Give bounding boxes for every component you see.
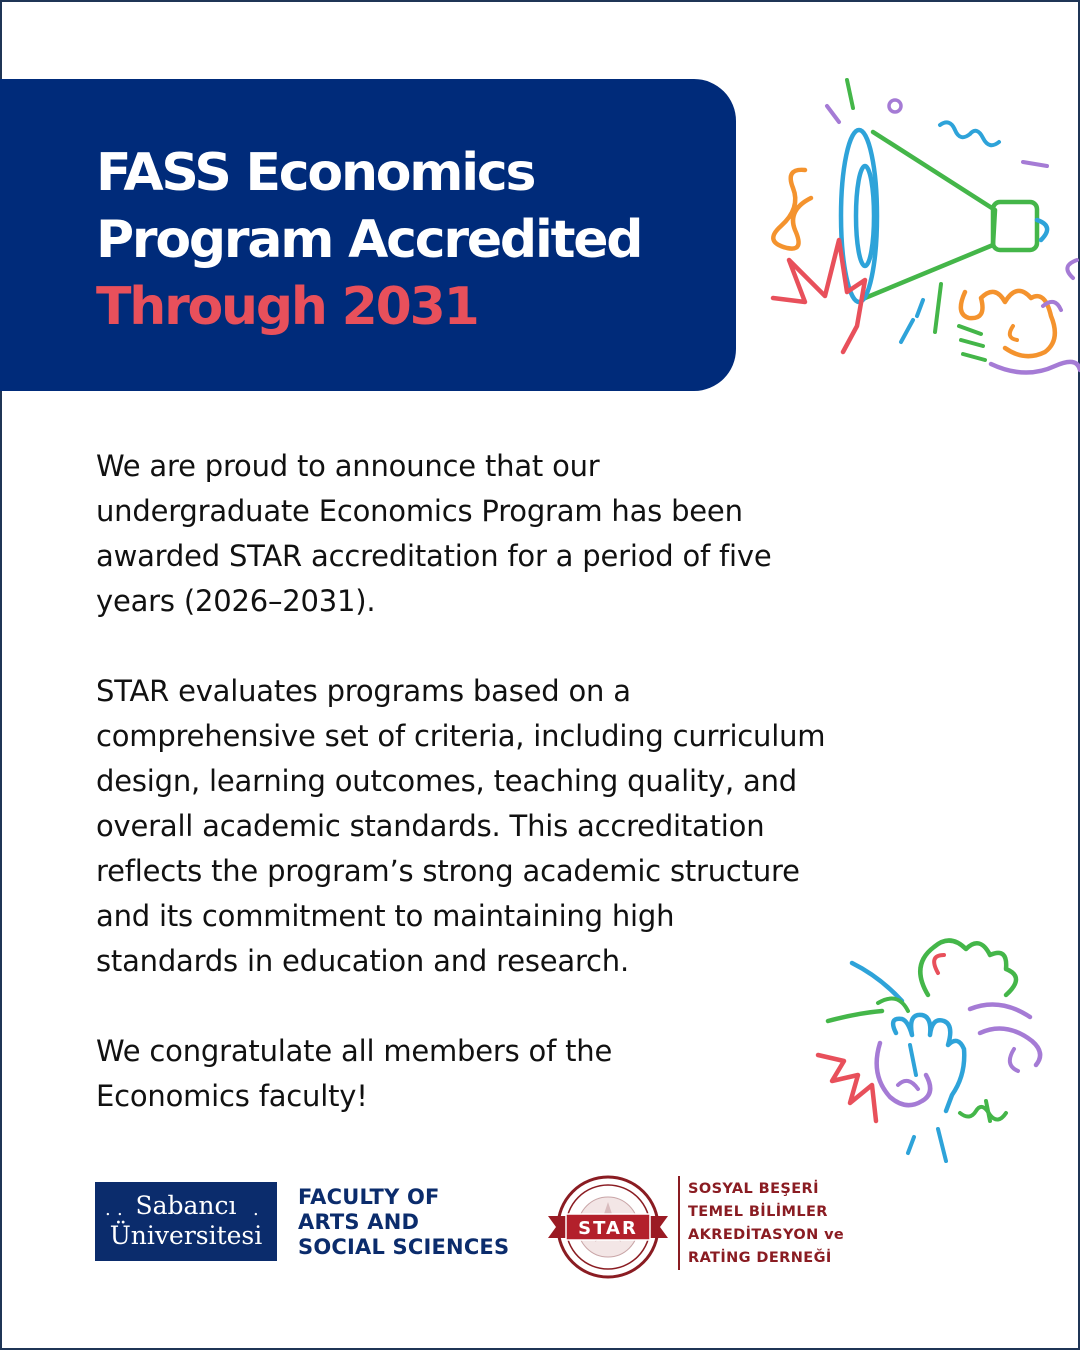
sabanci-logo-line-2: Üniversitesi [109, 1221, 263, 1250]
text-line: Economics faculty! [96, 1079, 368, 1113]
faculty-name-line: SOCIAL SCIENCES [298, 1235, 510, 1259]
star-name-line: RATİNG DERNEĞİ [688, 1250, 832, 1266]
text-line: awarded STAR accreditation for a period of five [96, 539, 772, 573]
faculty-name-line: ARTS AND [298, 1210, 420, 1234]
text-line: We congratulate all members of the [96, 1034, 613, 1068]
text-line: undergraduate Economics Program has been [96, 494, 743, 528]
star-name-line: TEMEL BİLİMLER [688, 1204, 828, 1220]
sabanci-university-logo [95, 1182, 277, 1261]
high-five-hands-doodle-icon [810, 925, 1060, 1165]
text-line: STAR evaluates programs based on a [96, 674, 631, 708]
text-line: and its commitment to maintaining high [96, 899, 675, 933]
headline-line-1: FASS Economics [96, 143, 535, 203]
headline [96, 140, 716, 341]
star-seal-text: STAR [578, 1218, 638, 1239]
star-organization-name [688, 1178, 888, 1270]
megaphone-doodle-icon [755, 70, 1080, 390]
star-name-line: AKREDİTASYON ve [688, 1227, 845, 1243]
headline-line-3-accent: Through 2031 [96, 277, 478, 337]
faculty-name [298, 1185, 538, 1260]
footer-logos [0, 1168, 1080, 1278]
star-name-line: SOSYAL BEŞERİ [688, 1181, 819, 1197]
star-seal-logo [546, 1172, 670, 1282]
star-divider [678, 1176, 680, 1270]
faculty-name-line: FACULTY OF [298, 1185, 440, 1209]
logo-dot: . [253, 1199, 259, 1220]
logo-dot: . [117, 1199, 123, 1220]
headline-line-2: Program Accredited [96, 210, 642, 270]
text-line: design, learning outcomes, teaching quality, and [96, 764, 797, 798]
text-line: overall academic standards. This accreditation [96, 809, 765, 843]
text-line: years (2026–2031). [96, 584, 376, 618]
text-line: comprehensive set of criteria, including curriculum [96, 719, 826, 753]
text-line: standards in education and research. [96, 944, 629, 978]
logo-dot: . [105, 1199, 111, 1220]
sabanci-logo-line-1: Sabancı [135, 1191, 237, 1220]
text-line: We are proud to announce that our [96, 449, 600, 483]
paragraph-announcement [96, 444, 956, 624]
text-line: reflects the program’s strong academic structure [96, 854, 800, 888]
